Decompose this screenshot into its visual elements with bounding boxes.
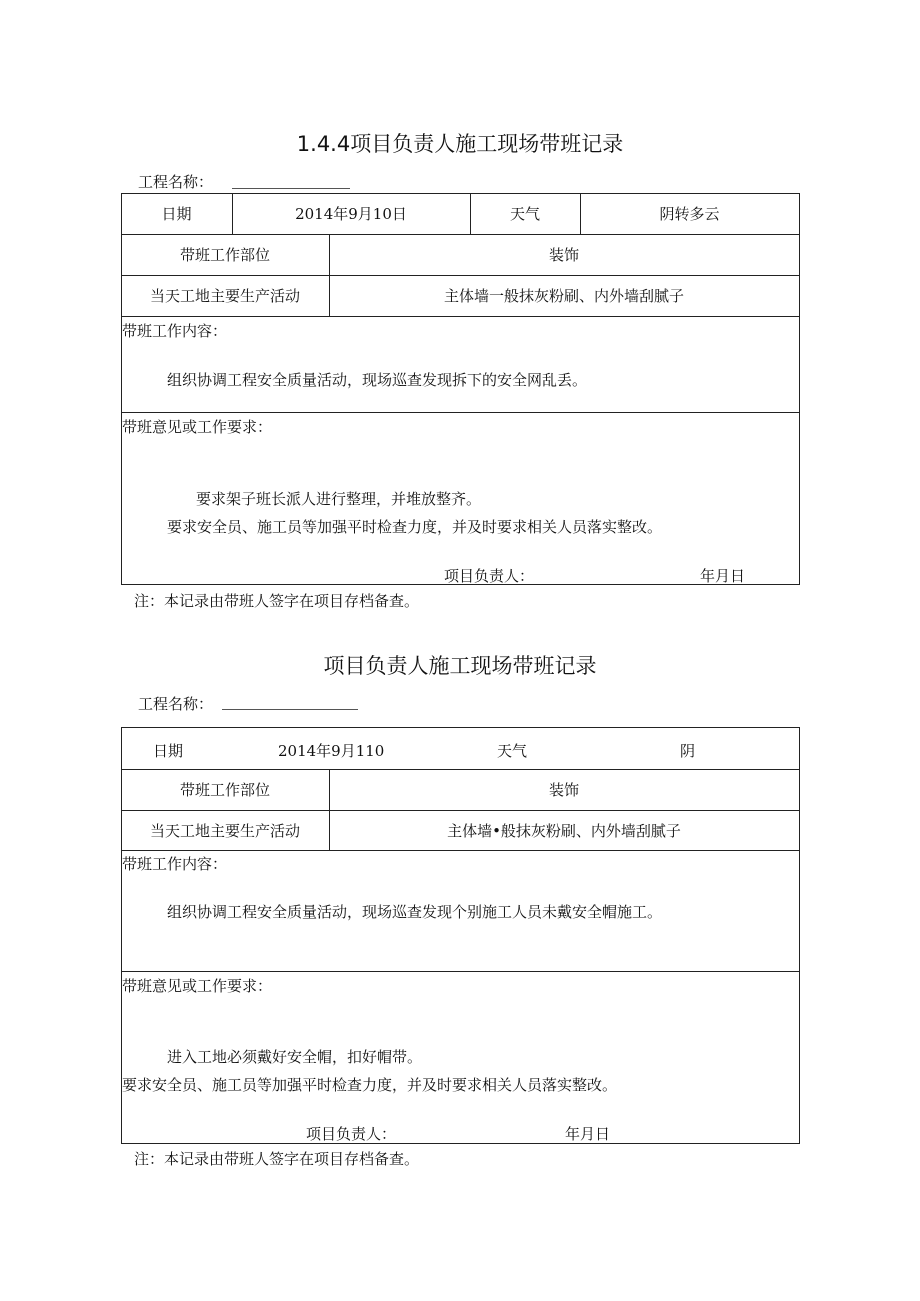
sign-date-label: 年月日 — [700, 567, 746, 585]
opinion-line: 要求安全员、施工员等加强平时检查力度，并及时要求相关人员落实整改。 — [122, 1076, 618, 1094]
table-border — [121, 412, 800, 413]
sign-date-label: 年月日 — [565, 1125, 611, 1143]
record-title: 项目负责人施工现场带班记录 — [323, 654, 597, 678]
content-label: 带班工作内容： — [122, 322, 228, 340]
content-text: 组织协调工程安全质量活动，现场巡查发现个别施工人员未戴安全帽施工。 — [167, 903, 663, 921]
weather-label: 天气 — [509, 205, 540, 223]
opinion-line: 要求安全员、施工员等加强平时检查力度，并及时要求相关人员落实整改。 — [167, 518, 663, 536]
date-value: 2014年9月10日 — [295, 205, 407, 223]
opinion-line: 进入工地必须戴好安全帽，扣好帽带。 — [167, 1048, 423, 1066]
table-border — [799, 193, 800, 585]
weather-value: 阴 — [680, 742, 696, 760]
activity-label: 当天工地主要生产活动 — [149, 287, 300, 305]
weather-value: 阴转多云 — [659, 205, 720, 223]
table-border — [121, 727, 800, 728]
part-value: 装饰 — [548, 781, 579, 799]
part-value: 装饰 — [548, 246, 579, 264]
note: 注：本记录由带班人签字在项目存档备查。 — [134, 1150, 420, 1168]
date-label: 日期 — [161, 205, 192, 223]
table-border — [121, 1143, 800, 1144]
content-text: 组织协调工程安全质量活动，现场巡查发现拆下的安全网乱丢。 — [167, 371, 588, 389]
weather-label: 天气 — [497, 742, 528, 760]
record-title: 1.4.4项目负责人施工现场带班记录 — [296, 132, 624, 156]
project-name-blank — [232, 188, 350, 189]
table-border — [121, 316, 800, 317]
part-label: 带班工作部位 — [179, 781, 270, 799]
project-name-label: 工程名称： — [138, 173, 214, 191]
opinion-label: 带班意见或工作要求： — [122, 977, 273, 995]
project-name-blank — [222, 709, 358, 710]
activity-value: 主体墙一般抹灰粉刷、内外墙刮腻子 — [443, 287, 684, 305]
content-label: 带班工作内容： — [122, 855, 228, 873]
opinion-label: 带班意见或工作要求： — [122, 418, 273, 436]
part-label: 带班工作部位 — [179, 246, 270, 264]
table-border — [121, 850, 800, 851]
project-name-label: 工程名称： — [138, 695, 214, 713]
opinion-line: 要求架子班长派人进行整理，并堆放整齐。 — [196, 490, 482, 508]
activity-label: 当天工地主要生产活动 — [149, 821, 300, 840]
signer-label: 项目负责人： — [444, 567, 535, 585]
activity-value: 主体墙•般抹灰粉刷、内外墙刮腻子 — [447, 821, 681, 840]
date-value: 2014年9月110 — [278, 742, 385, 760]
table-border — [799, 727, 800, 1144]
table-border — [121, 971, 800, 972]
signer-label: 项目负责人： — [306, 1125, 397, 1143]
note: 注：本记录由带班人签字在项目存档备查。 — [134, 592, 420, 610]
date-label: 日期 — [153, 742, 184, 760]
